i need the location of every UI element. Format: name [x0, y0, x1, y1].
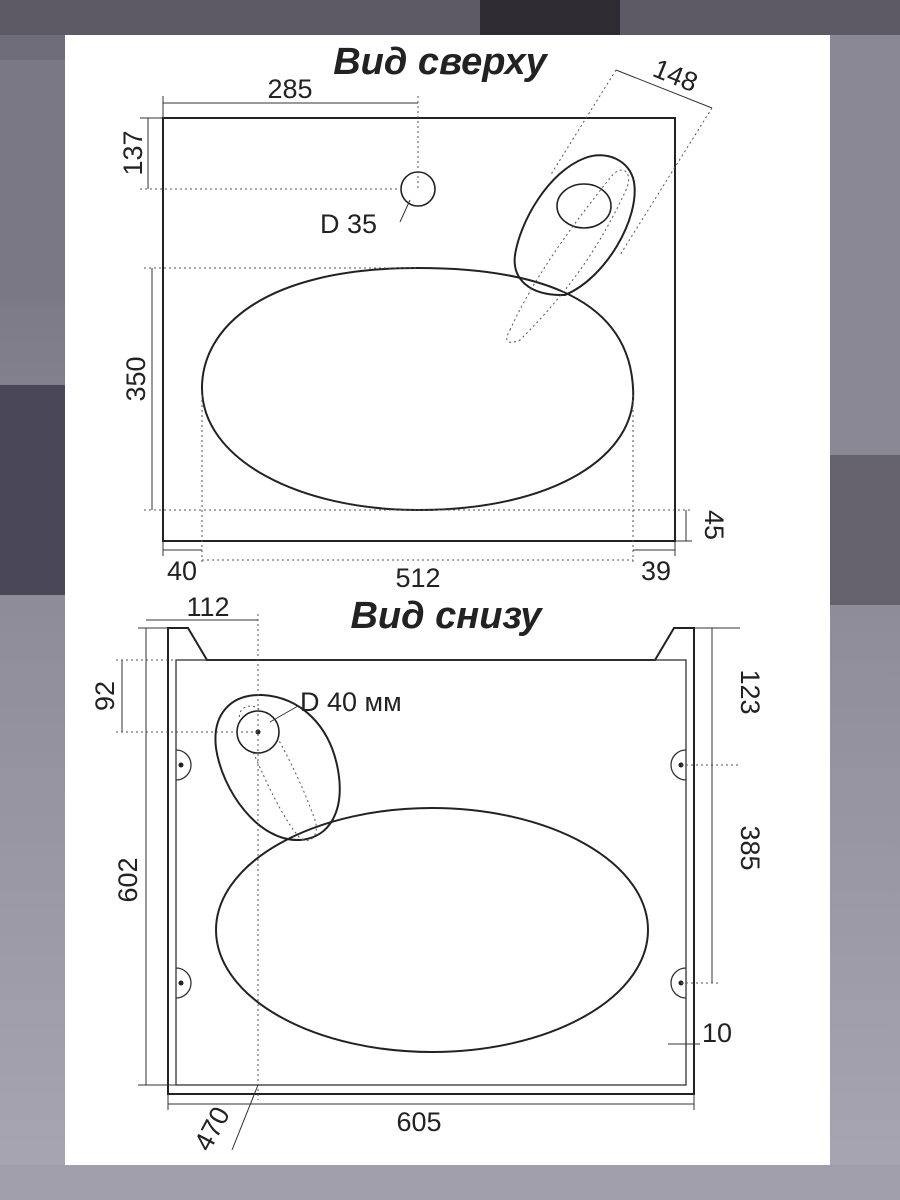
bottom-view-outline [168, 628, 694, 1094]
top-hole-label: D 35 [320, 209, 378, 239]
dim-112: 112 [186, 592, 230, 622]
dim-123: 123 [735, 669, 765, 715]
dim-605: 605 [396, 1107, 442, 1137]
dim-137: 137 [118, 130, 148, 176]
top-hole-leader [400, 200, 410, 222]
dim-10: 10 [702, 1018, 733, 1048]
dim-40: 40 [166, 556, 198, 586]
bottom-view-title: Вид снизу [350, 595, 542, 637]
dim-39: 39 [640, 556, 672, 586]
dim-148: 148 [648, 53, 702, 99]
dim-385: 385 [735, 825, 765, 871]
bottom-drain-leader [270, 706, 298, 722]
dim-350: 350 [121, 356, 151, 402]
bottom-bowl-outline [216, 808, 648, 1052]
top-bowl-outline [202, 268, 633, 510]
dim-285: 285 [267, 74, 313, 104]
bottom-drain-label: D 40 мм [300, 687, 402, 717]
top-view-title: Вид сверху [333, 41, 547, 83]
top-faucet-hole [557, 184, 611, 228]
dim-512: 512 [395, 563, 441, 593]
dim-602: 602 [113, 857, 143, 903]
dim-45: 45 [699, 509, 729, 541]
dim-92: 92 [90, 680, 120, 712]
dim-470: 470 [188, 1101, 236, 1156]
